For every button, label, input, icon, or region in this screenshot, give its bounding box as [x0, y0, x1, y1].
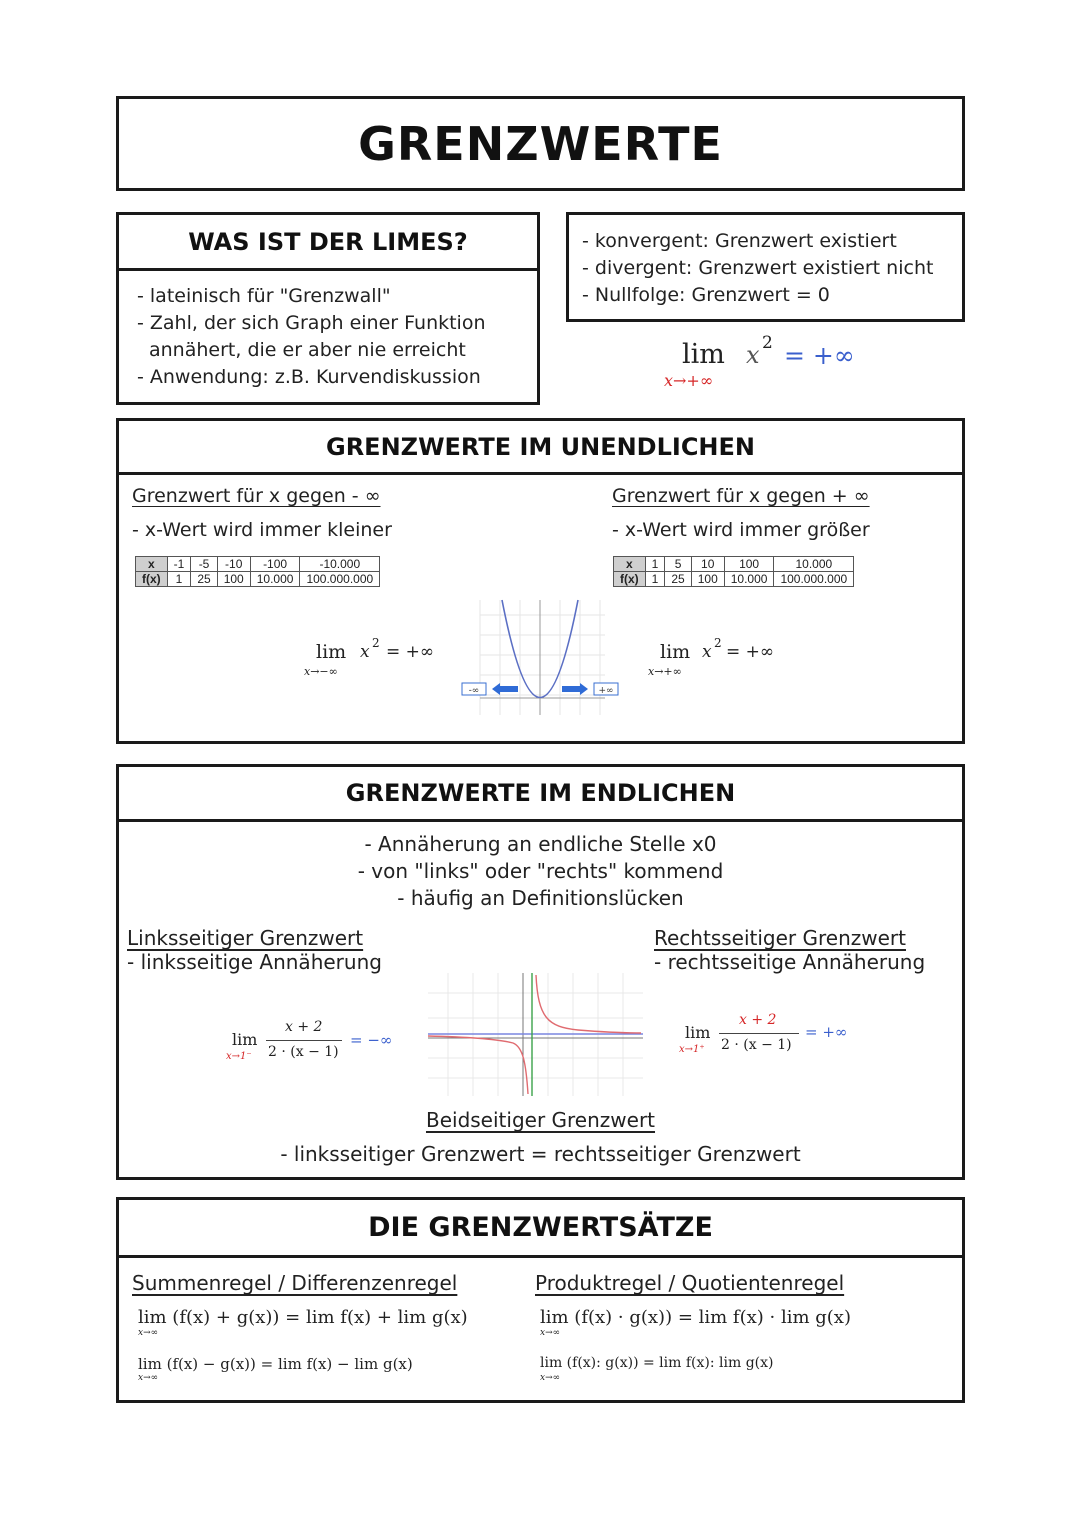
formula-lim: lim	[660, 641, 691, 663]
definition-nullfolge: - Nullfolge: Grenzwert = 0	[582, 284, 830, 306]
endlich-heading: GRENZWERTE IM ENDLICHEN	[119, 767, 962, 822]
table-row	[614, 557, 854, 572]
table-cell: -10	[217, 557, 250, 572]
rule-sub: x→∞	[540, 1328, 561, 1338]
left-limit-title: Linksseitiger Grenzwert	[127, 926, 364, 950]
unendlich-right-title: Grenzwert für x gegen + ∞	[612, 485, 870, 507]
arrow-right-icon	[562, 683, 588, 695]
formula-lim: lim	[316, 641, 347, 663]
formula-plus-infinity	[646, 636, 796, 683]
table-row	[136, 572, 380, 587]
table-cell: 100	[217, 572, 250, 587]
unendlich-box	[116, 418, 965, 744]
table-cell: 100.000.000	[300, 572, 380, 587]
table-cell: 1	[167, 572, 191, 587]
table-cell: -100	[250, 557, 300, 572]
formula-exp: 2	[372, 636, 380, 650]
formula-expr: x	[360, 642, 370, 662]
formula-result: = +∞	[386, 642, 435, 662]
saetze-heading: DIE GRENZWERTSÄTZE	[119, 1200, 962, 1258]
table-cell: f(x)	[136, 572, 168, 587]
formula-result: = +∞	[726, 642, 775, 662]
page-title: GRENZWERTE	[358, 116, 723, 171]
example-expr: x	[746, 341, 760, 369]
formula-denominator: 2 · (x − 1)	[268, 1044, 339, 1060]
table-cell: 1	[645, 572, 665, 587]
formula-right-limit	[677, 1010, 867, 1060]
right-limit-title: Rechtsseitiger Grenzwert	[654, 926, 906, 950]
table-cell: -5	[191, 557, 217, 572]
difference-rule: lim (f(x) − g(x)) = lim f(x) − lim g(x)	[138, 1355, 413, 1373]
formula-sub: x→−∞	[304, 665, 338, 678]
unendlich-right-text: - x-Wert wird immer größer	[612, 519, 870, 541]
rule-sub: x→∞	[540, 1373, 561, 1383]
table-cell: 10.000	[250, 572, 300, 587]
fraction-bar	[266, 1040, 342, 1041]
both-limit-text: - linksseitiger Grenzwert = rechtsseitiger Grenzwert	[280, 1142, 801, 1166]
hyperbola-left-branch	[428, 1036, 528, 1094]
formula-result: = +∞	[805, 1023, 848, 1041]
table-cell: 1	[645, 557, 665, 572]
example-lim: lim	[682, 339, 725, 370]
formula-result: = −∞	[350, 1031, 393, 1049]
product-rule: lim (f(x) · g(x)) = lim f(x) · lim g(x)	[540, 1307, 851, 1328]
formula-left-limit	[222, 1017, 412, 1067]
table-cell: x	[136, 557, 168, 572]
formula-lim: lim	[685, 1023, 711, 1042]
plus-infinity-label: +∞	[598, 686, 614, 696]
formula-denominator: 2 · (x − 1)	[721, 1037, 792, 1053]
hyperbola-right-branch	[536, 975, 641, 1033]
definition-divergent: - divergent: Grenzwert existiert nicht	[582, 257, 934, 279]
fraction-bar	[719, 1033, 799, 1034]
formula-numerator: x + 2	[739, 1012, 777, 1028]
quotient-rule: lim (f(x): g(x)) = lim f(x): lim g(x)	[540, 1355, 774, 1371]
value-table-right	[613, 556, 854, 587]
definition-convergent: - konvergent: Grenzwert existiert	[582, 230, 897, 252]
limes-box	[116, 212, 540, 405]
formula-exp: 2	[714, 636, 722, 650]
value-table-left	[135, 556, 380, 587]
left-limit-text: - linksseitige Annäherung	[127, 950, 382, 974]
table-cell: 100.000.000	[774, 572, 854, 587]
unendlich-heading: GRENZWERTE IM UNENDLICHEN	[119, 421, 962, 475]
formula-minus-infinity	[302, 636, 452, 683]
example-exp: 2	[762, 333, 773, 353]
product-rule-title: Produktregel / Quotientenregel	[535, 1271, 845, 1295]
limes-line-1: - lateinisch für "Grenzwall"	[137, 285, 391, 307]
endlich-box	[116, 764, 965, 1180]
title-box	[116, 96, 965, 191]
table-cell: f(x)	[614, 572, 646, 587]
endlich-intro-3: - häufig an Definitionslücken	[397, 886, 684, 910]
table-cell: 10.000	[724, 572, 774, 587]
example-limit	[660, 335, 890, 395]
unendlich-left-title: Grenzwert für x gegen - ∞	[132, 485, 381, 507]
parabola-graph	[460, 595, 625, 720]
sum-rule: lim (f(x) + g(x)) = lim f(x) + lim g(x)	[138, 1307, 468, 1328]
example-result: = +∞	[784, 341, 855, 370]
limes-line-4: - Anwendung: z.B. Kurvendiskussion	[137, 366, 481, 388]
table-cell: -10.000	[300, 557, 380, 572]
rule-sub: x→∞	[138, 1373, 159, 1383]
rule-sub: x→∞	[138, 1328, 159, 1338]
limes-heading: WAS IST DER LIMES?	[119, 215, 537, 271]
minus-infinity-label: -∞	[468, 686, 480, 696]
saetze-box	[116, 1197, 965, 1403]
example-sub: x→+∞	[664, 371, 714, 390]
formula-lim: lim	[232, 1030, 258, 1049]
table-cell: 25	[191, 572, 217, 587]
arrow-left-icon	[492, 683, 518, 695]
limes-line-3: annähert, die er aber nie erreicht	[149, 339, 466, 361]
table-cell: x	[614, 557, 646, 572]
limes-line-2: - Zahl, der sich Graph einer Funktion	[137, 312, 486, 334]
unendlich-left-text: - x-Wert wird immer kleiner	[132, 519, 392, 541]
formula-sub: x→+∞	[648, 665, 682, 678]
right-limit-text: - rechtsseitige Annäherung	[654, 950, 926, 974]
both-limit-title: Beidseitiger Grenzwert	[425, 1108, 656, 1132]
formula-sub: x→1⁻	[226, 1051, 252, 1062]
endlich-intro-1: - Annäherung an endliche Stelle x0	[364, 832, 717, 856]
table-cell: 5	[665, 557, 691, 572]
table-cell: 100	[691, 572, 724, 587]
table-row	[614, 572, 854, 587]
table-cell: 100	[724, 557, 774, 572]
formula-expr: x	[702, 642, 712, 662]
table-cell: 10	[691, 557, 724, 572]
hyperbola-graph	[428, 973, 643, 1096]
definitions-box	[566, 212, 965, 322]
table-row	[136, 557, 380, 572]
endlich-intro-2: - von "links" oder "rechts" kommend	[357, 859, 724, 883]
table-cell: -1	[167, 557, 191, 572]
formula-sub: x→1⁺	[679, 1044, 705, 1055]
table-cell: 25	[665, 572, 691, 587]
sum-rule-title: Summenregel / Differenzenregel	[132, 1271, 458, 1295]
formula-numerator: x + 2	[285, 1019, 323, 1035]
table-cell: 10.000	[774, 557, 854, 572]
